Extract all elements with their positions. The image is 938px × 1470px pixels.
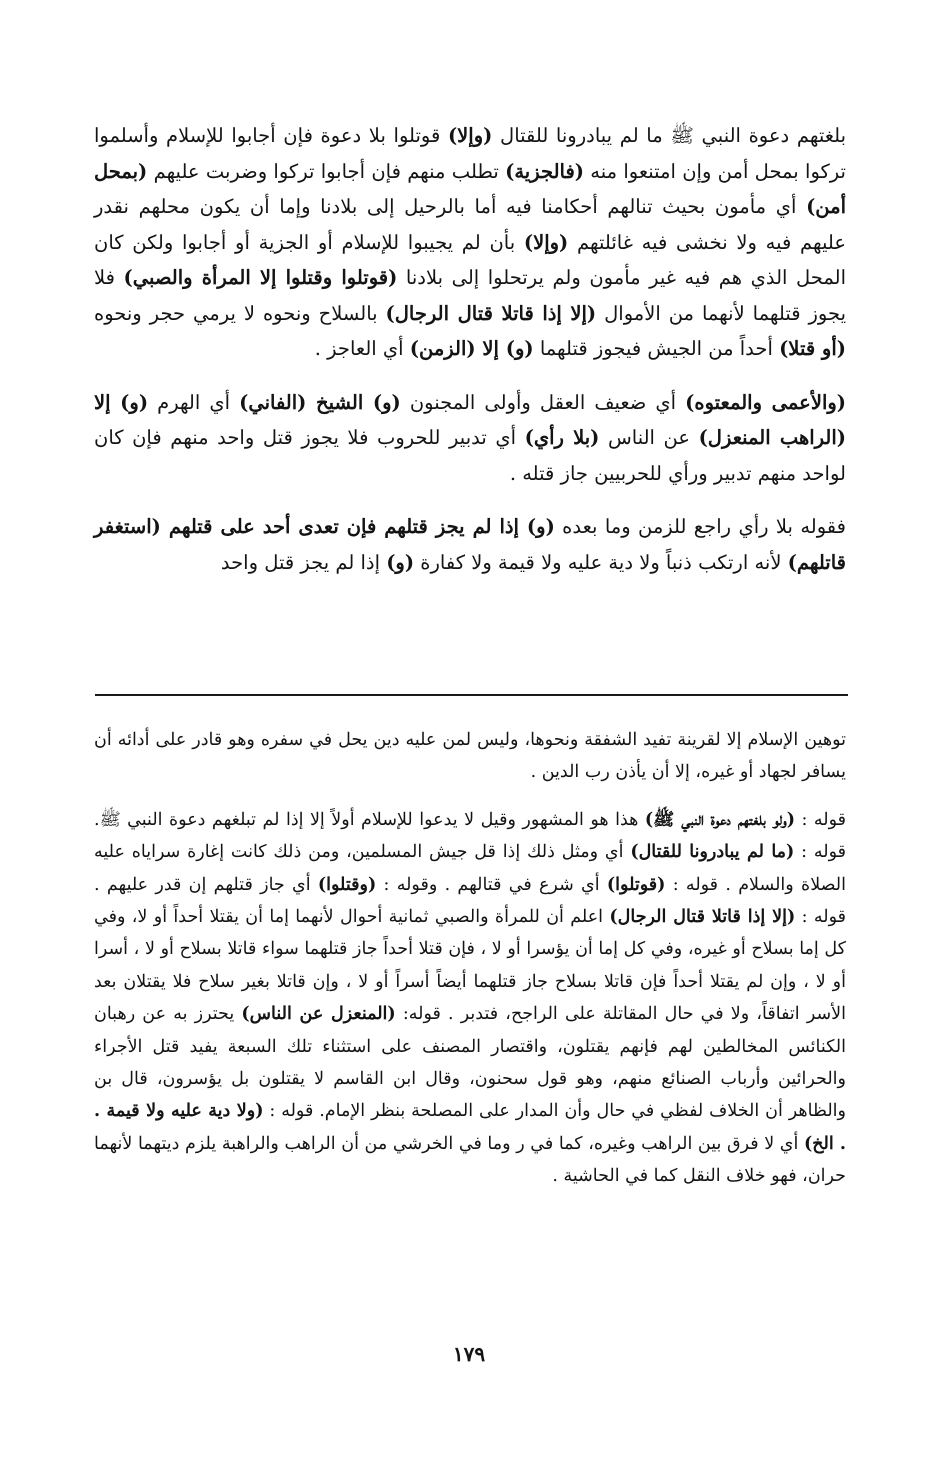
main-paragraph-2 <box>94 385 846 492</box>
footnote-1: توهين الإسلام إلا لقرينة تفيد الشفقة ونحوها، وليس لمن عليه دين يحل في سفره وهو قادر على أدائه أن يسافر لجهاد أو غيره، إلا أن يأذن رب الدين . <box>94 730 846 783</box>
text-run: أي ضعيف العقل وأولى المجنون <box>400 390 686 414</box>
text-run: أي الهرم <box>148 390 240 414</box>
bold-term: (بمحل أمن) <box>94 159 846 218</box>
text-run: بأن لم يجيبوا للإسلام أو الجزية أو أجابوا ولكن كان المحل الذي هم فيه غير مأمون ولم يرتحلوا إلى بلادنا <box>94 230 847 289</box>
bold-term: (و) إلا (الراهب المنعزل) <box>94 390 847 449</box>
text-run: أي مأمون بحيث تنالهم أحكامنا فيه أما بالرحيل إلى بلادنا وإما أن يكون محلهم نقدر عليهم فيه ولا نخشى فيه غائلتهم <box>94 195 846 254</box>
text-run: يحترز به عن رهبان الكنائس المخالطين لهم فإنهم يقتلون، واقتصار المصنف على استثناء تلك السبعة يفيد قتل الأجراء والحرائين وأرباب الصنائع منهم، وهو قول سحنون، وقال ابن القاسم لا يقتلون بل يؤسرون، قال بن والظاهر أن الخلاف لفظي في حال وأن المدار على المصلحة بنظر الإمام. قوله : <box>94 1004 846 1122</box>
text-run: أي لا فرق بين الراهب وغيره، كما في ر وما في الخرشي من أن الراهب والراهبة يلزم ديتهما لأنهما حران، فهو خلاف النقل كما في الحاشية . <box>94 1133 846 1187</box>
bold-term: (إلا إذا قاتلا قتال الرجال) <box>385 301 597 325</box>
bold-term: (ولا دية عليه ولا قيمة . . الخ) <box>94 1101 846 1154</box>
bold-term: (بلا رأي) <box>524 426 600 449</box>
bold-term: (ما لم يبادرونا للقتال) <box>630 842 795 863</box>
bold-term: (ولو بلغتهم دعوة النبي ﷺ) <box>644 809 796 830</box>
main-paragraph-3 <box>94 509 846 580</box>
text-run: أحداً من الجيش فيجوز قتلهما <box>533 337 780 360</box>
bold-term: (و) الشيخ (الفاني) <box>239 390 401 414</box>
bold-term: (قوتلوا وقتلوا إلا المرأة والصبي) <box>123 266 398 289</box>
bold-term: (المنعزل عن الناس) <box>241 1004 396 1025</box>
footnote-divider <box>95 694 848 696</box>
footnotes-section <box>94 724 846 1208</box>
text-run: أي العاجز . <box>314 337 410 360</box>
bold-term: (و) <box>386 550 415 574</box>
bold-term: (وإلا) <box>523 230 569 254</box>
page-number: ١٧٩ <box>452 1342 486 1366</box>
main-paragraph-1 <box>94 118 846 367</box>
text-run: بالسلاح ونحوه لا يرمي حجر ونحوه <box>94 301 386 325</box>
bold-term: (وقتلوا) <box>317 874 377 895</box>
bold-term: (فالجزية) <box>505 159 585 183</box>
text-run: لأنه ارتكب ذنباً ولا دية عليه ولا قيمة ولا كفارة <box>414 550 788 574</box>
bold-term: (و) إلا (الزمن) <box>409 337 534 360</box>
text-run: أي ومثل ذلك إذا قل جيش المسلمين، ومن ذلك كانت إغارة سراياه عليه الصلاة والسلام . قوله : <box>94 842 847 895</box>
text-run: أي شرع في قتالهم . وقوله : <box>376 874 607 895</box>
text-run: إذا لم يجز قتل واحد <box>220 550 387 574</box>
bold-term: (أو قتلا) <box>779 337 846 360</box>
text-run: تطلب منهم فإن أجابوا تركوا وضربت عليهم <box>147 159 506 183</box>
text-run: قوتلوا بلا دعوة فإن أجابوا للإسلام وأسلموا تركوا بمحل أمن وإن امتنعوا منه <box>94 124 846 183</box>
bold-term: (و) إذا لم يجز قتلهم فإن تعدى أحد على قتلهم (استغفر قاتلهم) <box>94 515 846 574</box>
text-run: هذا هو المشهور وقيل لا يدعوا للإسلام أولاً إلا إذا لم تبلغهم دعوة النبي ﷺ. قوله : <box>94 809 846 863</box>
main-text-body <box>94 118 846 580</box>
text-run: قوله : <box>795 809 846 830</box>
text-run: أي تدبير للحروب فلا يجوز قتل واحد منهم فإن كان لواحد منهم تدبير ورأي للحربيين جاز قتله . <box>94 426 846 485</box>
bold-term: (والأعمى والمعتوه) <box>685 390 846 414</box>
text-run: أي جاز قتلهم إن قدر عليهم . قوله : <box>94 874 846 928</box>
text-run: عن الناس <box>599 426 699 449</box>
bold-term: (وإلا) <box>447 124 493 147</box>
footnote-2 <box>94 804 846 1193</box>
bold-term: (إلا إذا قاتلا قتال الرجال) <box>609 907 796 928</box>
text-run: بلغتهم دعوة النبي ﷺ ما لم يبادرونا للقتال <box>492 124 846 147</box>
bold-term: (قوتلوا) <box>606 874 666 895</box>
text-run: فلا يجوز قتلهما لأنهما من الأموال <box>94 266 846 325</box>
text-run: اعلم أن للمرأة والصبي ثمانية أحوال لأنهما إما أن يقتلا أحداً أو لا، وفي كل إما بسلاح أو غيره، وفي كل إما أن يؤسرا أو لا ، فإن قتلا أحداً جاز قتلهما سواء قاتلا بسلاح أو لا ، أسرا أو لا ، وإن لم يقتلا أحداً فإن قاتلا بسلاح جاز قتلهما أيضاً أسراً أو لا ، وإن قاتلا بغير سلاح فلا يقتلان بعد الأسر اتفاقاً، ولا في حال المقاتلة على الراجح، فتدبر . قوله: <box>94 907 846 1025</box>
text-run: فقوله بلا رأي راجع للزمن وما بعده <box>554 515 846 538</box>
